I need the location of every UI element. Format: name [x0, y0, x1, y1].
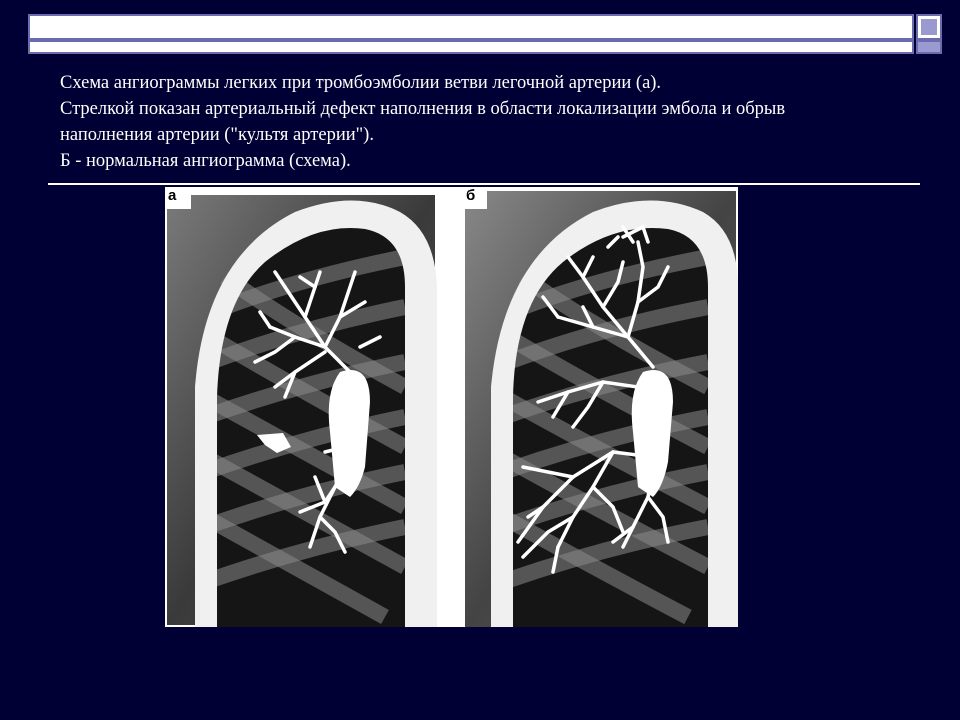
angiogram-figure-b [463, 187, 738, 627]
angiogram-figure-a [165, 187, 437, 627]
corner-square-decoration-lower [916, 40, 942, 54]
corner-square-decoration [916, 14, 942, 40]
caption-line-1: Схема ангиограммы легких при тромбоэмболии ветви легочной артерии (а). [60, 73, 662, 93]
caption-line-2: Стрелкой показан артериальный дефект наполнения в области локализации эмбола и обрыв [60, 99, 786, 119]
slide-caption [60, 70, 920, 174]
caption-divider-rule [48, 183, 920, 185]
title-bar-decoration-lower [28, 40, 914, 54]
figure-label-a: а [165, 187, 181, 206]
figure-divider [437, 187, 463, 627]
angiogram-a-drawing [165, 187, 437, 627]
angiogram-b-drawing [463, 187, 738, 627]
caption-line-3: наполнения артерии ("культя артерии"). [60, 125, 374, 145]
figure-label-b: б [463, 187, 480, 206]
caption-line-4: Б - нормальная ангиограмма (схема). [60, 151, 351, 171]
title-bar-decoration [28, 14, 914, 40]
